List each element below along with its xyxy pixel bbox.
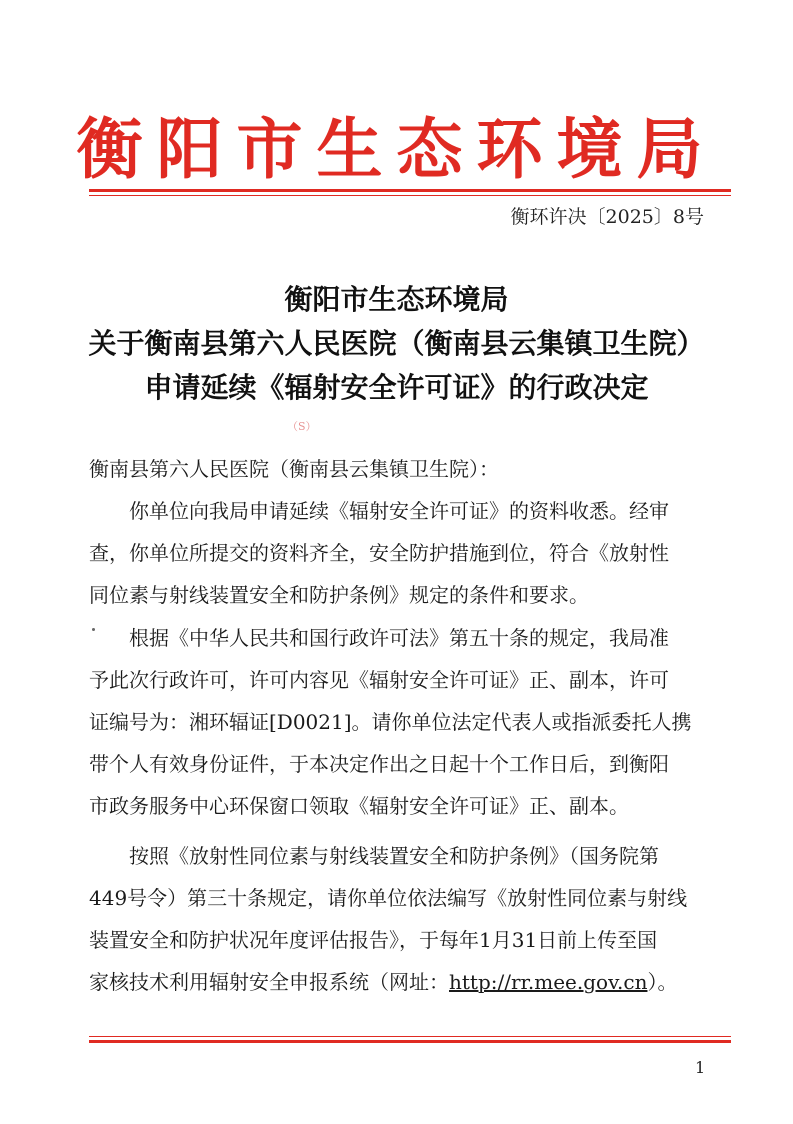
paragraph-2-line-1: 根据《中华人民共和国行政许可法》第五十条的规定，我局准 bbox=[129, 626, 669, 650]
footer-red-rule-thin bbox=[89, 1036, 731, 1037]
paragraph-2-line-3: 证编号为：湘环辐证[D0021]。请你单位法定代表人或指派委托人携 bbox=[89, 710, 692, 734]
seal-mark: （S） bbox=[287, 420, 317, 433]
paragraph-3-line-1: 按照《放射性同位素与射线装置安全和防护条例》（国务院第 bbox=[129, 844, 659, 868]
paragraph-1-line-1: 你单位向我局申请延续《辐射安全许可证》的资料收悉。经审 bbox=[129, 499, 669, 523]
page-number: 1 bbox=[695, 1058, 706, 1077]
paragraph-3-line-4 bbox=[89, 969, 677, 995]
paragraph-3-line-2: 449号令）第三十条规定，请你单位依法编写《放射性同位素与射线 bbox=[89, 886, 688, 910]
paragraph-1-line-2: 查，你单位所提交的资料齐全，安全防护措施到位，符合《放射性 bbox=[89, 541, 669, 565]
paragraph-3-line-3: 装置安全和防护状况年度评估报告》，于每年1月31日前上传至国 bbox=[89, 928, 658, 952]
paragraph-3-line-4-prefix: 家核技术利用辐射安全申报系统（网址： bbox=[89, 970, 449, 994]
footer-red-rule-thick bbox=[89, 1040, 731, 1043]
paragraph-2-line-2: 予此次行政许可，许可内容见《辐射安全许可证》正、副本，许可 bbox=[89, 668, 669, 692]
paragraph-2-line-4: 带个人有效身份证件，于本决定作出之日起十个工作日后，到衡阳 bbox=[89, 752, 669, 776]
paragraph-3-line-4-suffix: ）。 bbox=[647, 970, 678, 994]
agency-header-title: 衡阳市生态环境局 bbox=[76, 110, 717, 188]
scan-dot-mark bbox=[92, 628, 95, 631]
document-number: 衡环许决〔2025〕8号 bbox=[510, 206, 704, 228]
report-system-url-link[interactable]: http://rr.mee.gov.cn bbox=[449, 970, 648, 994]
doc-title-line-2: 关于衡南县第六人民医院（衡南县云集镇卫生院） bbox=[88, 327, 705, 360]
doc-title-line-1: 衡阳市生态环境局 bbox=[284, 283, 509, 316]
salutation: 衡南县第六人民医院（衡南县云集镇卫生院）： bbox=[89, 457, 499, 481]
header-red-rule-thick bbox=[89, 189, 731, 192]
header-red-rule-thin bbox=[89, 195, 731, 196]
paragraph-1-line-3: 同位素与射线装置安全和防护条例》规定的条件和要求。 bbox=[89, 583, 589, 607]
paragraph-2-line-5: 市政务服务中心环保窗口领取《辐射安全许可证》正、副本。 bbox=[89, 794, 629, 818]
doc-title-line-3: 申请延续《辐射安全许可证》的行政决定 bbox=[144, 371, 649, 404]
